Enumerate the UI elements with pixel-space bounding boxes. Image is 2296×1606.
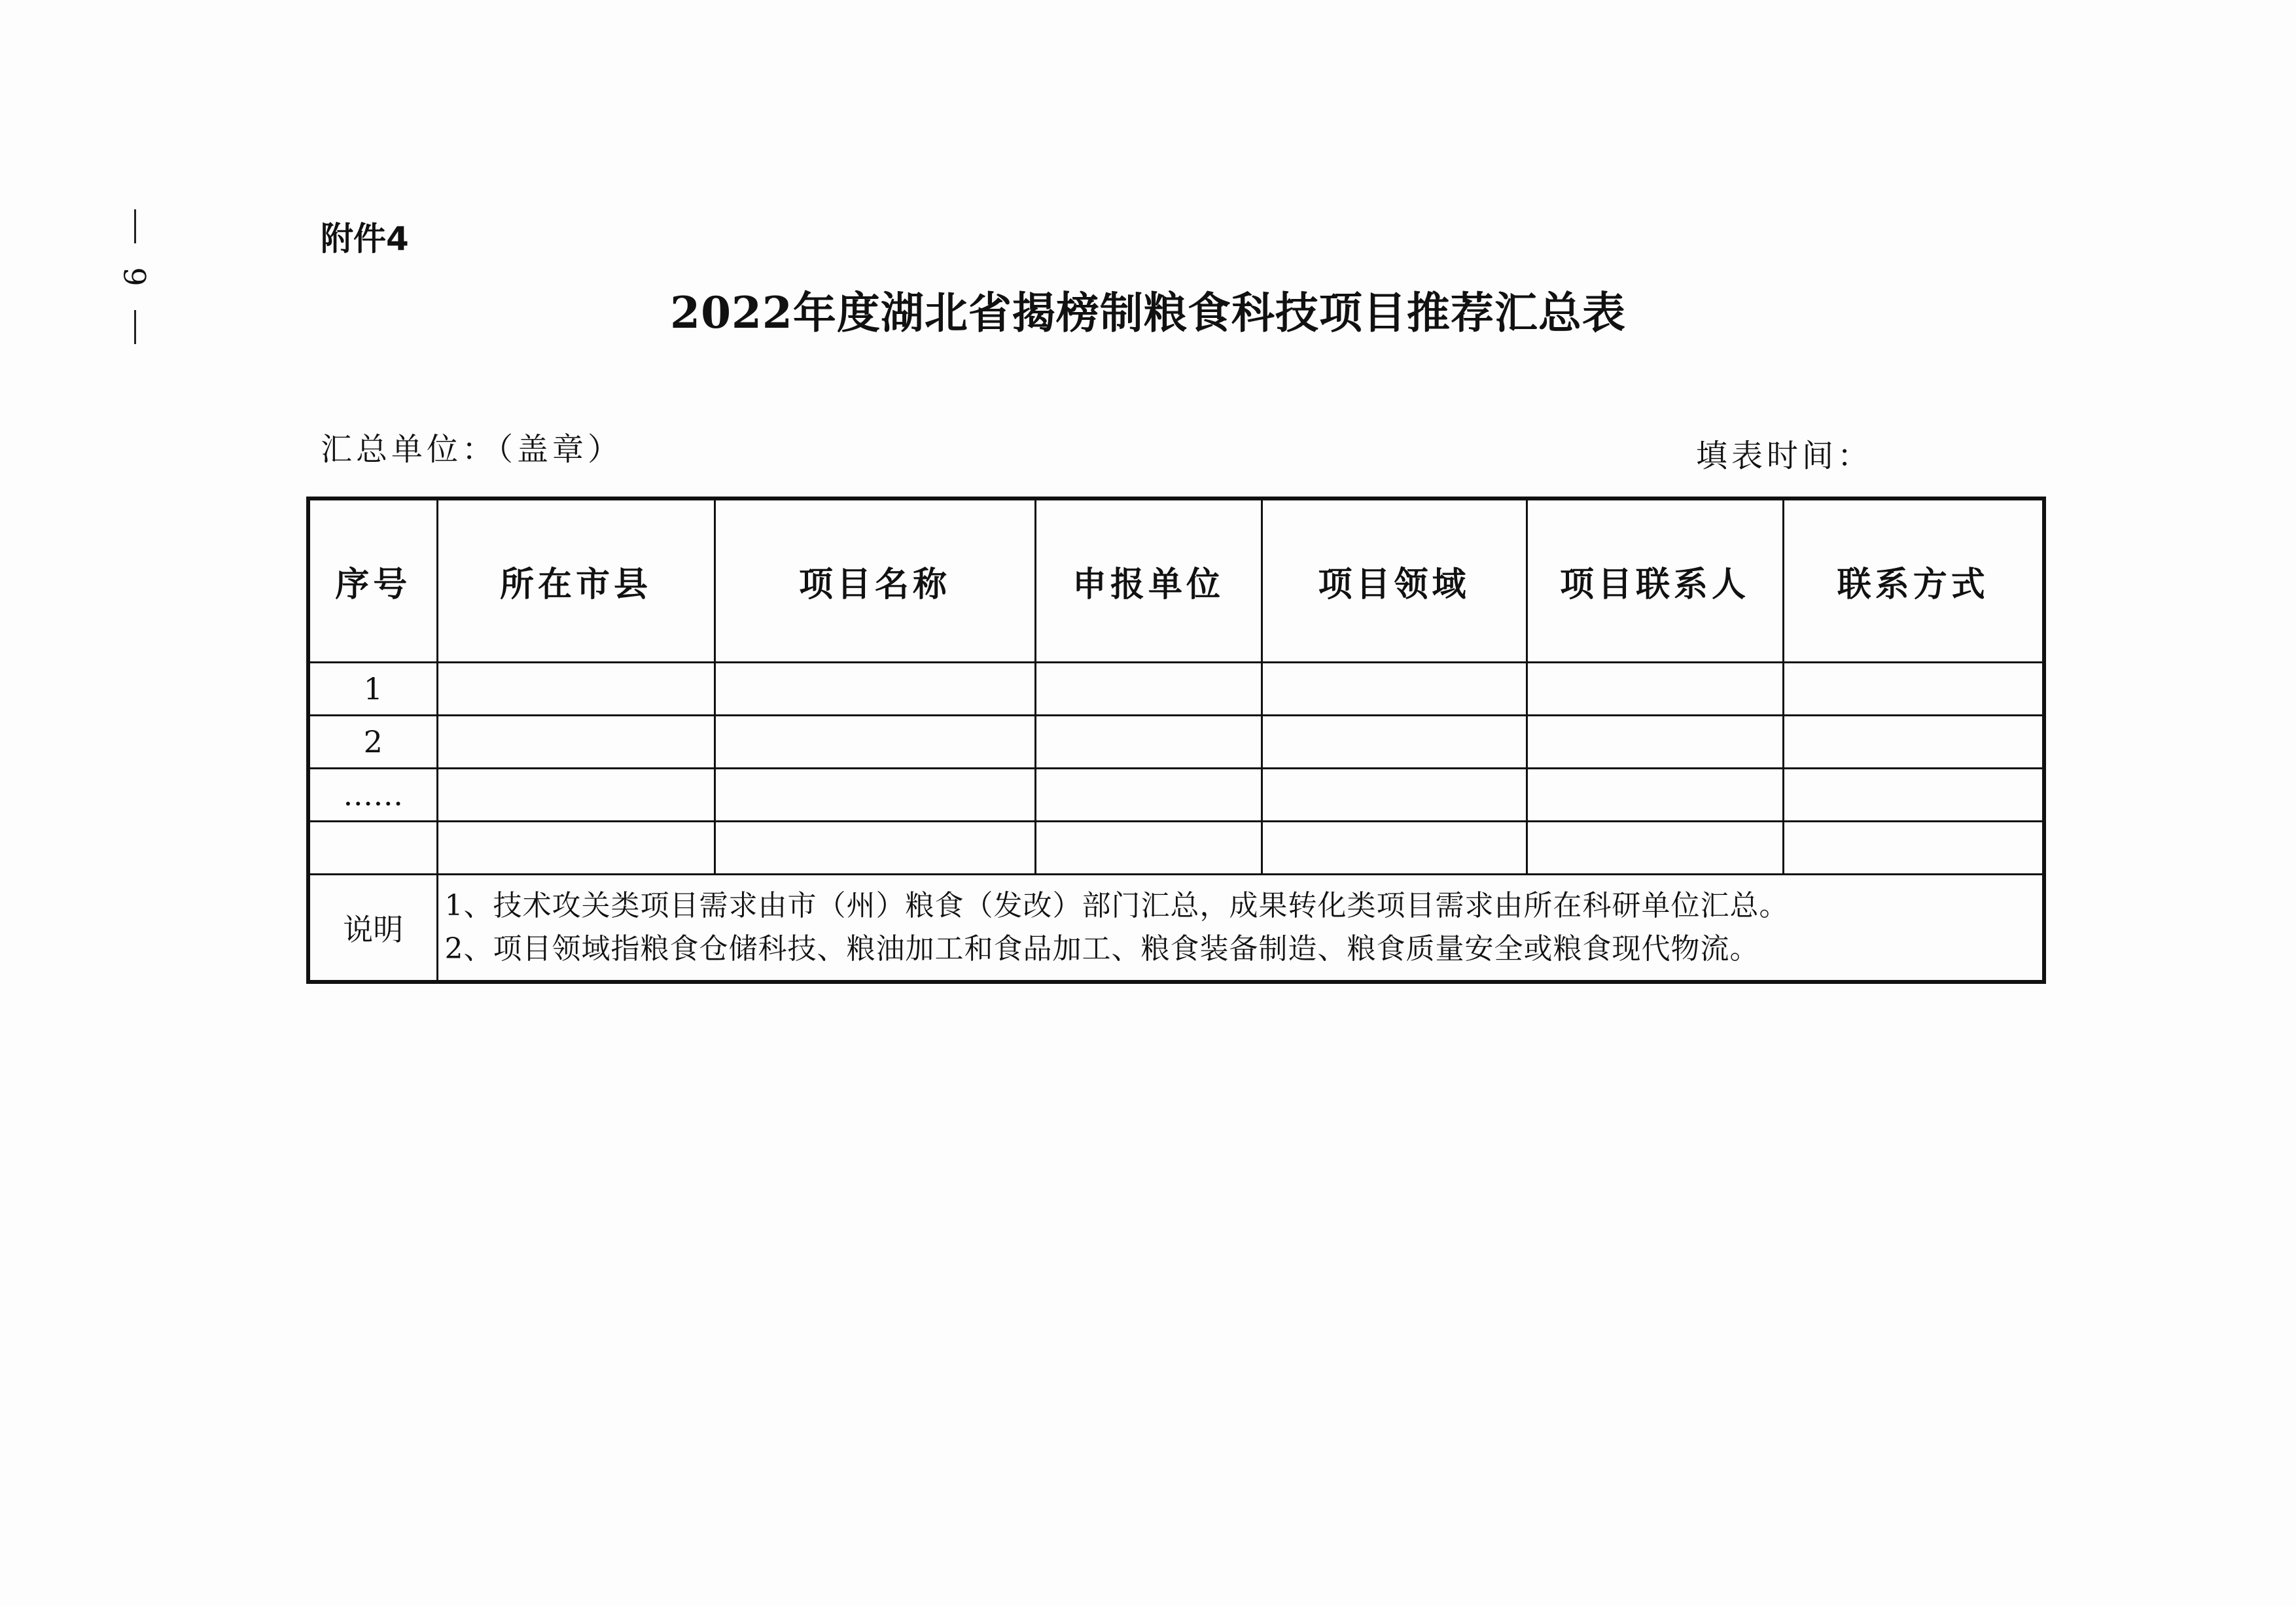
header-applicant-unit: 申报单位 — [1035, 498, 1262, 663]
table-cell — [1783, 769, 2044, 822]
table-cell-serial — [308, 822, 437, 875]
header-contact-method: 联系方式 — [1783, 498, 2044, 663]
document-title: 2022年度湖北省揭榜制粮食科技项目推荐汇总表 — [670, 287, 1626, 338]
page-number-dash-top — [134, 209, 136, 243]
table-cell — [1035, 716, 1262, 769]
fill-time-label: 填表时间： — [1696, 438, 1873, 474]
table-cell — [1262, 716, 1527, 769]
table-header-row — [308, 498, 2044, 663]
table-cell — [1527, 663, 1783, 716]
notes-content — [437, 875, 2044, 983]
table-cell — [1527, 716, 1783, 769]
table-cell — [1783, 716, 2044, 769]
table-cell — [1527, 769, 1783, 822]
table-cell-serial: 1 — [308, 663, 437, 716]
table-cell — [1262, 663, 1527, 716]
table-cell — [715, 822, 1035, 875]
notes-row — [308, 875, 2044, 983]
table-cell — [1527, 822, 1783, 875]
table-row — [308, 716, 2044, 769]
table-cell — [1262, 769, 1527, 822]
table-cell — [437, 822, 715, 875]
table-cell — [1783, 663, 2044, 716]
note-item: 2、项目领域指粮食仓储科技、粮油加工和食品加工、粮食装备制造、粮食质量安全或粮食现代物流。 — [444, 932, 1759, 966]
table-cell — [1035, 769, 1262, 822]
table-cell — [715, 716, 1035, 769]
recommendation-summary-table — [306, 497, 2046, 984]
page-number-digit: 9 — [117, 267, 152, 287]
table-cell-serial: 2 — [308, 716, 437, 769]
table-cell — [437, 769, 715, 822]
table-row — [308, 663, 2044, 716]
table-row — [308, 822, 2044, 875]
table-cell — [1035, 822, 1262, 875]
table-cell — [437, 663, 715, 716]
table-cell — [715, 663, 1035, 716]
note-item: 1、技术攻关类项目需求由市（州）粮食（发改）部门汇总，成果转化类项目需求由所在科研单位汇总。 — [444, 889, 1789, 922]
header-city-county: 所在市县 — [437, 498, 715, 663]
table-cell — [437, 716, 715, 769]
header-serial-number: 序号 — [308, 498, 437, 663]
header-project-contact: 项目联系人 — [1527, 498, 1783, 663]
table-cell-serial: …… — [308, 769, 437, 822]
table-row — [308, 769, 2044, 822]
notes-label: 说明 — [308, 875, 437, 983]
summary-unit-label: 汇总单位：（盖章） — [321, 431, 624, 468]
header-project-field: 项目领域 — [1262, 498, 1527, 663]
table-cell — [1783, 822, 2044, 875]
attachment-label: 附件4 — [321, 220, 409, 258]
table-cell — [1035, 663, 1262, 716]
header-project-name: 项目名称 — [715, 498, 1035, 663]
table-cell — [1262, 822, 1527, 875]
table-cell — [715, 769, 1035, 822]
